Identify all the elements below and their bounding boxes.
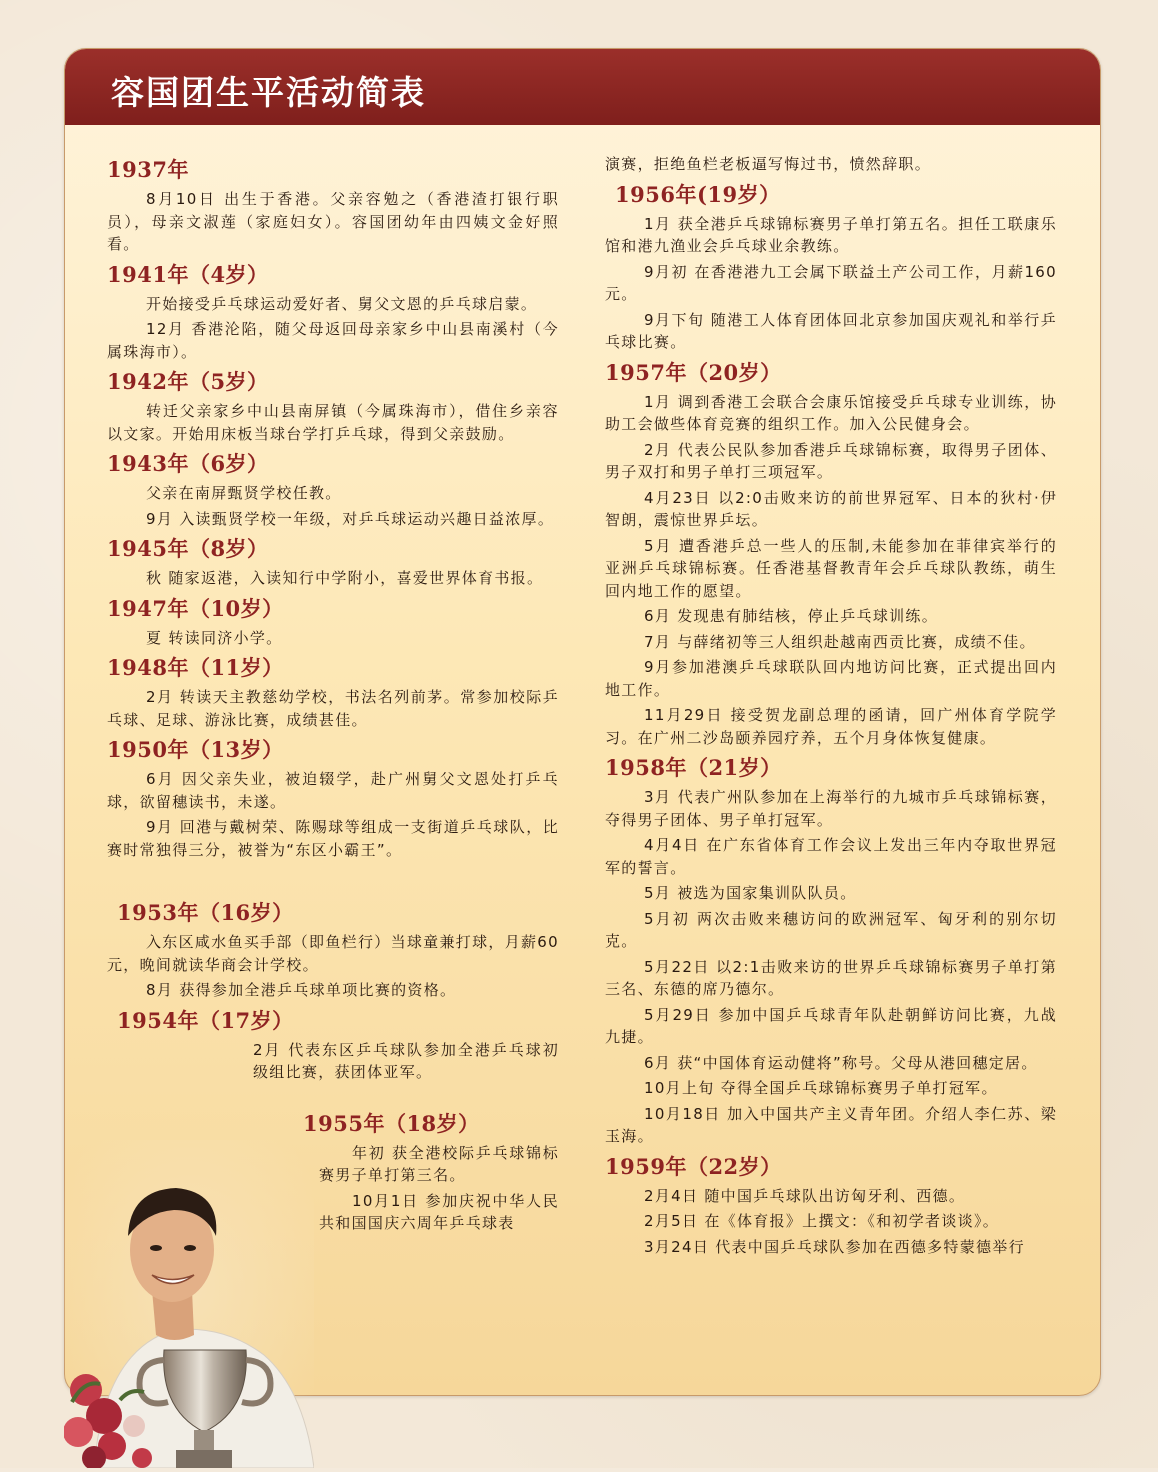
timeline-entry: 4月23日 以2:0击败来访的前世界冠军、日本的狄村·伊智朗，震惊世界乒坛。 <box>605 488 1057 529</box>
timeline-entry: 9月初 在香港港九工会属下联益土产公司工作，月薪160元。 <box>605 262 1057 303</box>
timeline-entry: 秋 随家返港，入读知行中学附小，喜爱世界体育书报。 <box>146 569 544 587</box>
timeline-entry: 5月29日 参加中国乒乓球青年队赴朝鲜访问比赛，九战九捷。 <box>605 1005 1057 1046</box>
timeline-entry: 6月 因父亲失业，被迫辍学，赴广州舅父文恩处打乒乓球，欲留穗读书，未遂。 <box>107 770 559 811</box>
timeline-entry: 5月22日 以2:1击败来访的世界乒乓球锦标赛男子单打第三名、东德的席乃德尔。 <box>605 957 1057 998</box>
year-heading: 1947年（10岁） <box>107 595 284 621</box>
timeline-entry: 1月 调到香港工会联合会康乐馆接受乒乓球专业训练，协助工会做些体育竞赛的组织工作。加入公民健身会。 <box>605 392 1057 433</box>
year-heading: 1937年 <box>107 157 189 182</box>
year-heading: 1954年（17岁） <box>117 1007 294 1033</box>
timeline-entry: 夏 转读同济小学。 <box>146 628 283 647</box>
timeline-entry: 5月 遭香港乒总一些人的压制,未能参加在菲律宾举行的亚洲乒乓球锦标赛。任香港基督教青年会乒乓球队教练，萌生回内地工作的愿望。 <box>605 536 1057 600</box>
year-heading: 1959年（22岁） <box>605 1153 782 1179</box>
timeline-entry: 5月初 两次击败来穗访问的欧洲冠军、匈牙利的别尔切克。 <box>605 909 1057 950</box>
timeline-entry: 4月4日 在广东省体育工作会议上发出三年内夺取世界冠军的誓言。 <box>605 836 1057 877</box>
timeline-entry: 9月参加港澳乒乓球联队回内地访问比赛，正式提出回内地工作。 <box>605 658 1057 699</box>
year-heading: 1953年（16岁） <box>117 900 294 925</box>
page-title: 容国团生平活动简表 <box>111 73 426 112</box>
timeline-entry: 年初 获全港校际乒乓球锦标赛男子单打第三名。 <box>319 1143 559 1184</box>
timeline-entry: 9月下旬 随港工人体育团体回北京参加国庆观礼和举行乒乓球比赛。 <box>605 310 1057 351</box>
year-section-1942 <box>107 367 559 445</box>
year-section-1945 <box>107 534 559 590</box>
timeline-entry: 10月18日 加入中国共产主义青年团。介绍人李仁苏、梁玉海。 <box>605 1104 1057 1145</box>
year-heading: 1943年（6岁） <box>107 451 269 476</box>
timeline-entry: 7月 与薛绪初等三人组织赴越南西贡比赛，成绩不佳。 <box>644 632 1036 651</box>
timeline-entry: 6月 获“中国体育运动健将”称号。父母从港回穗定居。 <box>644 1053 1038 1072</box>
year-section-1957 <box>605 358 1057 750</box>
timeline-entry: 开始接受乒乓球运动爱好者、舅父文恩的乒乓球启蒙。 <box>146 294 538 313</box>
year-heading: 1957年（20岁） <box>605 359 782 385</box>
timeline-entry: 2月4日 随中国乒乓球队出访匈牙利、西德。 <box>644 1186 966 1205</box>
year-section-1956 <box>605 180 1057 354</box>
timeline-entry: 8月10日 出生于香港。父亲容勉之（香港渣打银行职员），母亲文淑莲（家庭妇女）。容国团幼年由四姨文金好照看。 <box>107 190 559 253</box>
timeline-entry: 11月29日 接受贺龙副总理的函请，回广州体育学院学习。在广州二沙岛颐养园疗养，五个月身体恢复健康。 <box>605 706 1057 747</box>
year-section-1948 <box>107 653 559 731</box>
year-heading: 1948年（11岁） <box>107 655 284 680</box>
year-section-1958 <box>605 753 1057 1148</box>
timeline-entry: 1月 获全港乒乓球锦标赛男子单打第五名。担任工联康乐馆和港九渔业会乒乓球业余教练。 <box>605 214 1057 255</box>
year-section-1959 <box>605 1152 1057 1259</box>
timeline-entry: 2月 转读天主教慈幼学校，书法名列前茅。常参加校际乒乓球、足球、游泳比赛，成绩甚佳。 <box>107 688 559 729</box>
year-section-1950 <box>107 735 559 861</box>
year-heading: 1958年（21岁） <box>605 755 782 780</box>
year-section-1941 <box>107 260 559 364</box>
timeline-entry: 入东区咸水鱼买手部（即鱼栏行）当球童兼打球，月薪60元，晚间就读华商会计学校。 <box>107 933 559 974</box>
left-column <box>107 151 559 1238</box>
timeline-entry: 8月 获得参加全港乒乓球单项比赛的资格。 <box>146 981 457 999</box>
right-column <box>605 153 1057 1261</box>
year-heading: 1950年（13岁） <box>107 737 284 762</box>
timeline-entry: 转迁父亲家乡中山县南屏镇（今属珠海市），借住乡亲容以文家。开始用床板当球台学打乒乓球，得到父亲鼓励。 <box>107 402 559 443</box>
year-heading: 1941年（4岁） <box>107 261 269 287</box>
year-section-1953 <box>107 898 559 1002</box>
timeline-entry: 3月 代表广州队参加在上海举行的九城市乒乓球锦标赛，夺得男子团体、男子单打冠军。 <box>605 788 1057 829</box>
year-heading: 1956年(19岁） <box>615 181 781 207</box>
timeline-entry: 12月 香港沦陷，随父母返回母亲家乡中山县南溪村（今属珠海市）。 <box>107 320 559 361</box>
timeline-entry: 2月 代表东区乒乓球队参加全港乒乓球初级组比赛，获团体亚军。 <box>253 1040 559 1081</box>
timeline-entry-continued: 演赛，拒绝鱼栏老板逼写悔过书，愤然辞职。 <box>605 155 932 173</box>
year-section-1954 <box>107 1006 559 1084</box>
timeline-entry: 2月5日 在《体育报》上撰文：《和初学者谈谈》。 <box>644 1212 1000 1230</box>
timeline-entry: 9月 入读甄贤学校一年级，对乒乓球运动兴趣日益浓厚。 <box>146 509 555 528</box>
timeline-entry: 父亲在南屏甄贤学校任教。 <box>146 484 342 502</box>
timeline-entry: 2月 代表公民队参加香港乒乓球锦标赛，取得男子团体、男子双打和男子单打三项冠军。 <box>605 440 1057 481</box>
year-heading: 1955年（18岁） <box>303 1110 480 1136</box>
year-section-1937 <box>107 155 559 256</box>
timeline-entry: 10月1日 参加庆祝中华人民共和国国庆六周年乒乓球表 <box>319 1191 559 1232</box>
timeline-entry: 9月 回港与戴树荣、陈赐球等组成一支街道乒乓球队，比赛时常独得三分，被誉为“东区小霸王”。 <box>107 818 559 859</box>
year-heading: 1945年（8岁） <box>107 536 269 561</box>
year-heading: 1942年（5岁） <box>107 369 269 394</box>
title-banner <box>65 49 1100 125</box>
timeline-entry: 3月24日 代表中国乒乓球队参加在西德多特蒙德举行 <box>644 1237 1025 1256</box>
timeline-entry: 10月上旬 夺得全国乒乓球锦标赛男子单打冠军。 <box>644 1079 998 1097</box>
year-section-1947 <box>107 594 559 650</box>
year-section-1943 <box>107 449 559 530</box>
portrait-with-trophy-photo <box>64 1140 314 1468</box>
timeline-entry: 6月 发现患有肺结核，停止乒乓球训练。 <box>644 607 939 625</box>
timeline-entry: 5月 被选为国家集训队队员。 <box>644 884 857 902</box>
